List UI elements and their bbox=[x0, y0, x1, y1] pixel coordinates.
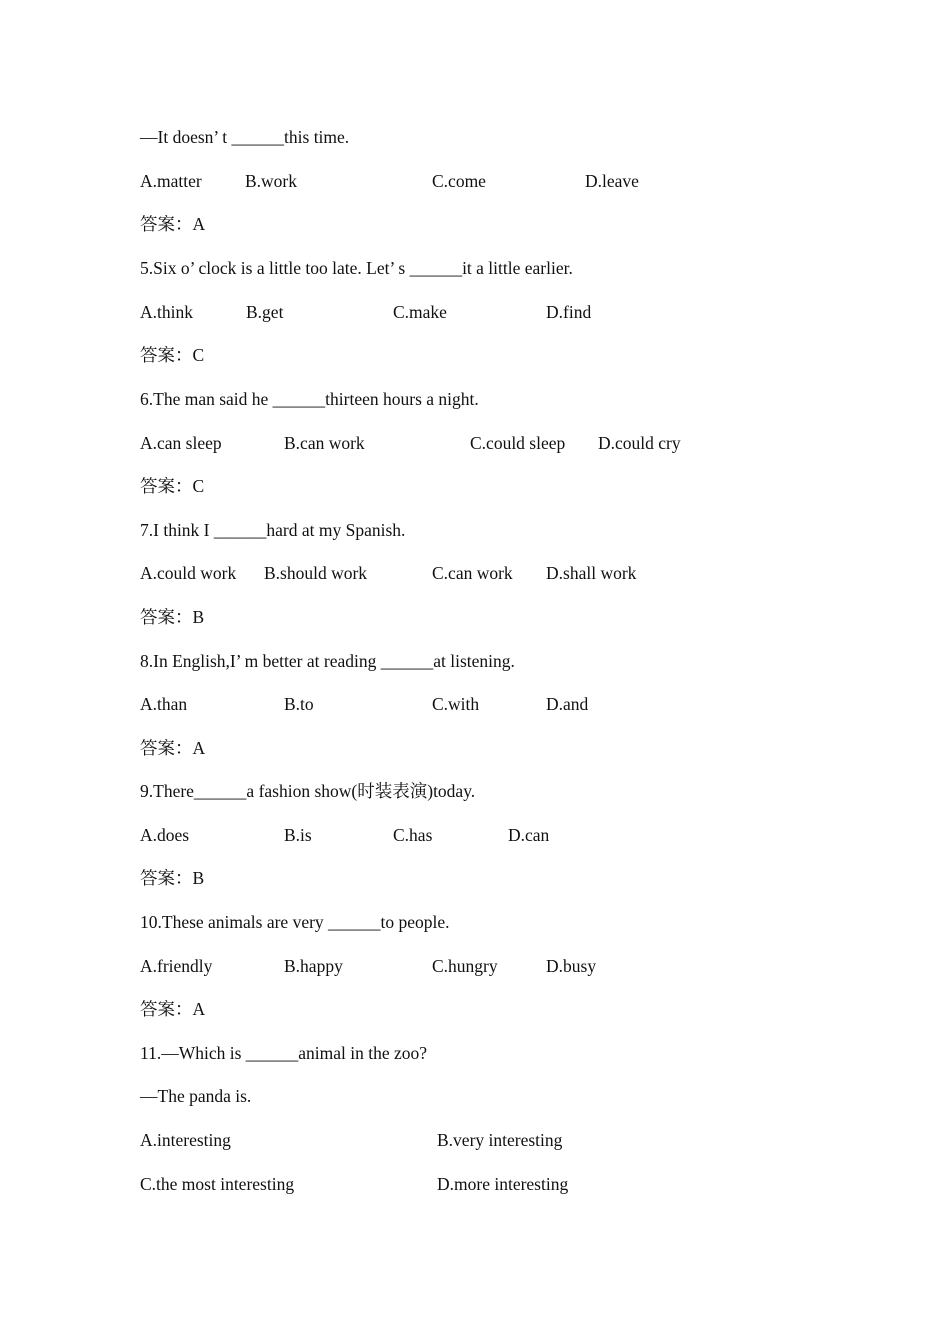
question-9-stem: 9.There______a fashion show(时装表演)today. bbox=[140, 781, 476, 801]
question-6-option-c: C.could sleep bbox=[470, 433, 566, 453]
question-11-option-d: D.more interesting bbox=[437, 1174, 569, 1194]
question-11-option-c: C.the most interesting bbox=[140, 1174, 295, 1194]
question-11-stem: 11.—Which is ______animal in the zoo? bbox=[140, 1043, 428, 1063]
question-7-option-c: C.can work bbox=[432, 563, 513, 583]
question-8-option-c: C.with bbox=[432, 694, 480, 714]
question-4-option-c: C.come bbox=[432, 171, 486, 191]
question-7-option-b: B.should work bbox=[264, 563, 368, 583]
question-9-option-a: A.does bbox=[140, 825, 190, 845]
question-11-option-a: A.interesting bbox=[140, 1130, 231, 1150]
question-5-option-a: A.think bbox=[140, 302, 193, 322]
question-6-option-b: B.can work bbox=[284, 433, 365, 453]
question-5-answer: 答案：C bbox=[140, 345, 205, 365]
question-4-option-a: A.matter bbox=[140, 171, 202, 191]
question-10-option-c: C.hungry bbox=[432, 956, 498, 976]
question-4-answer: 答案：A bbox=[140, 214, 206, 234]
question-10-answer: 答案：A bbox=[140, 999, 206, 1019]
question-4-stem: —It doesn’ t ______this time. bbox=[140, 127, 350, 147]
question-5-option-b: B.get bbox=[246, 302, 284, 322]
question-11-reply: —The panda is. bbox=[140, 1086, 252, 1106]
question-4-option-b: B.work bbox=[245, 171, 298, 191]
question-10-option-d: D.busy bbox=[546, 956, 597, 976]
question-9-option-c: C.has bbox=[393, 825, 433, 845]
question-8-option-b: B.to bbox=[284, 694, 314, 714]
question-6-option-d: D.could cry bbox=[598, 433, 681, 453]
question-5-stem: 5.Six o’ clock is a little too late. Let’ s ______it a little earlier. bbox=[140, 258, 573, 278]
question-11-option-b: B.very interesting bbox=[437, 1130, 563, 1150]
question-5-option-d: D.find bbox=[546, 302, 592, 322]
question-8-stem: 8.In English,I’ m better at reading ______at listening. bbox=[140, 651, 515, 671]
question-7-option-a: A.could work bbox=[140, 563, 237, 583]
question-10-option-b: B.happy bbox=[284, 956, 343, 976]
question-6-answer: 答案：C bbox=[140, 476, 205, 496]
question-9-option-b: B.is bbox=[284, 825, 312, 845]
question-8-option-d: D.and bbox=[546, 694, 589, 714]
question-7-answer: 答案：B bbox=[140, 607, 205, 627]
question-4-option-d: D.leave bbox=[585, 171, 639, 191]
question-9-option-d: D.can bbox=[508, 825, 550, 845]
question-6-option-a: A.can sleep bbox=[140, 433, 222, 453]
question-6-stem: 6.The man said he ______thirteen hours a night. bbox=[140, 389, 479, 409]
question-5-option-c: C.make bbox=[393, 302, 447, 322]
question-8-answer: 答案：A bbox=[140, 738, 206, 758]
question-10-option-a: A.friendly bbox=[140, 956, 213, 976]
question-7-stem: 7.I think I ______hard at my Spanish. bbox=[140, 520, 406, 540]
question-10-stem: 10.These animals are very ______to people. bbox=[140, 912, 450, 932]
question-7-option-d: D.shall work bbox=[546, 563, 637, 583]
question-9-answer: 答案：B bbox=[140, 868, 205, 888]
question-8-option-a: A.than bbox=[140, 694, 188, 714]
